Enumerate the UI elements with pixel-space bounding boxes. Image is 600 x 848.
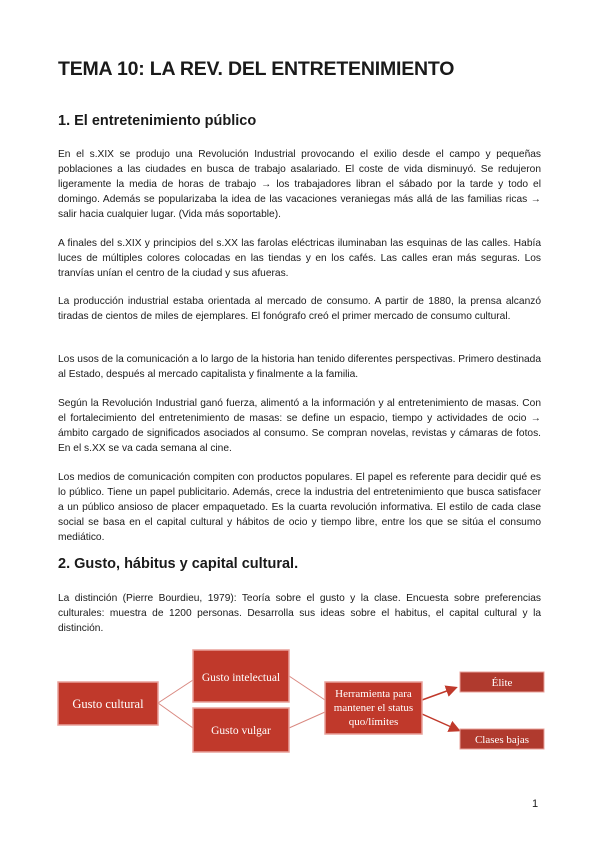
arrow-to-elite — [422, 688, 455, 700]
clases-bajas-label: Clases bajas — [474, 734, 530, 746]
section-1-paragraph-4: Los usos de la comunicación a lo largo de la historia han tenido diferentes perspectivas. Primero destinada al Estado, después al mercado capitalista y finalmente a la familia. — [58, 354, 541, 380]
herramienta-label-line-3: quo/límites — [348, 716, 399, 728]
section-2-paragraph-1: La distinción (Pierre Bourdieu, 1979): Teoría sobre el gusto y la clase. Encuesta sobre preferencias culturales: muestra de 1200 personas. Desarrolla sus ideas sobre el habitus, el capital cultural y la distinción. — [58, 593, 541, 634]
elite-label: Élite — [491, 677, 513, 689]
gusto-cultural-label: Gusto cultural — [72, 697, 144, 711]
section-1-paragraph-3: La producción industrial estaba orientada al mercado de consumo. A partir de 1880, la prensa alcanzó tiradas de cientos de miles de ejemplares. El fonógrafo creó el primer mercado de consumo cultural. — [58, 296, 541, 322]
page-number: 1 — [532, 798, 539, 810]
section-1-paragraph-6: Los medios de comunicación compiten con productos populares. El papel es referente para decidir qué es lo público. Tiene un papel publicitario. Además, crece la industria del entretenimiento que busca satisfacer a un público ansioso de placer empaquetado. Es la cuarta revolución informativa. El estilo de cada clase social se basa en el capital cultural y hábitos de ocio y tiempo libre, entre los que se sitúa el consumo mediático. — [58, 472, 541, 543]
herramienta-label-line-1: Herramienta para — [335, 688, 412, 700]
arrow-to-clases-bajas — [422, 714, 458, 730]
connector-cultural-intelectual — [158, 680, 193, 703]
section-1-heading: 1. El entretenimiento público — [58, 113, 257, 129]
connector-intelectual-herramienta — [289, 676, 325, 700]
gusto-vulgar-label: Gusto vulgar — [211, 725, 271, 737]
section-2-heading: 2. Gusto, hábitus y capital cultural. — [58, 556, 299, 572]
connector-cultural-vulgar — [158, 703, 193, 728]
connector-vulgar-herramienta — [289, 712, 325, 728]
herramienta-label-line-2: mantener el status — [333, 702, 414, 714]
gusto-intelectual-label: Gusto intelectual — [201, 672, 281, 684]
section-1-paragraph-5: Según la Revolución Industrial ganó fuerza, alimentó a la información y al entretenimiento de masas. Con el fortalecimiento del entretenimiento de masas: se define un espacio, tiempo y actividades de ocio → ámbito cargado de significados asociados al consumo. Se compran novelas, revistas y cámaras de fotos. En el s.XX se va cada semana al cine. — [58, 398, 541, 454]
section-1-paragraph-1: En el s.XIX se produjo una Revolución Industrial provocando el exilio desde el campo y pequeñas poblaciones a las ciudades en busca de trabajo asalariado. El coste de vida disminuyó. Se redujeron ligeramente la media de horas de trabajo → los trabajadores libran el sábado por la tarde y todo el domingo. Además se popularizaba la idea de las vacaciones veraniegas más allá de las familias ricas → salir hacia cualquier lugar. (Vida más soportable). — [58, 149, 541, 220]
document-title: TEMA 10: LA REV. DEL ENTRETENIMIENTO — [58, 58, 455, 80]
section-1-paragraph-2: A finales del s.XIX y principios del s.XX las farolas eléctricas iluminaban las esquinas de las calles. Había luces de múltiples colores colocadas en las tiendas y en los cafés. Las calles eran más seguras. Los tranvías unían el centro de la ciudad y sus afueras. — [58, 238, 541, 279]
